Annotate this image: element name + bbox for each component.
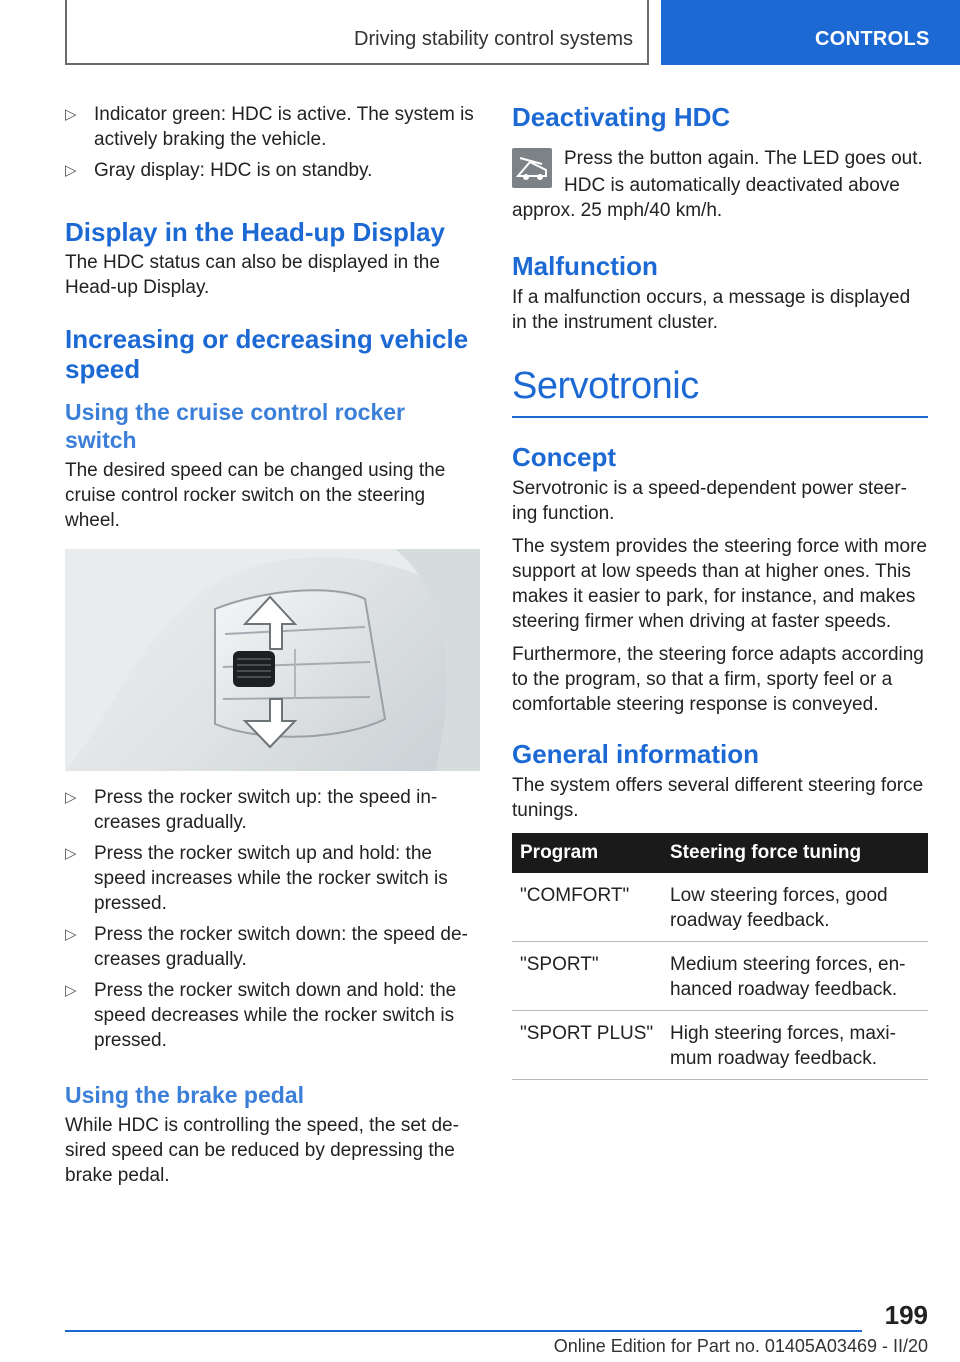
- list-item: ▷ Press the rocker switch up: the speed in-creases gradually.: [65, 787, 438, 833]
- heading-brake: Using the brake pedal: [65, 1082, 305, 1108]
- paragraph-hud: The HDC status can also be displayed in the Head-up Display.: [65, 252, 440, 298]
- header-chapter-tab[interactable]: [661, 0, 960, 65]
- paragraph-deactivate-1: Press the button again. The LED goes out.: [564, 148, 923, 169]
- heading-concept: Concept: [512, 442, 616, 472]
- paragraph-concept-2: The system provides the steering force with more support at low speeds than at higher ones. This makes it easier to park, for instance, and makes steering firmer when driving at faster speeds.: [512, 536, 928, 632]
- paragraph-brake: While HDC is controlling the speed, the set de-sired speed can be reduced by depressing the brake pedal.: [65, 1115, 459, 1186]
- list-item: ▷ Indicator green: HDC is active. The system is actively braking the vehicle.: [65, 104, 474, 150]
- triangle-right-icon: ▷: [65, 789, 77, 806]
- heading-servotronic: Servotronic: [512, 365, 699, 407]
- list-item: ▷ Gray display: HDC is on standby.: [65, 160, 373, 181]
- heading-hud: Display in the Head-up Display: [65, 217, 445, 247]
- paragraph-deactivate-2: HDC is automatically deactivated above approx. 25 mph/40 km/h.: [512, 175, 900, 221]
- heading-rocker: Using the cruise control rocker switch: [65, 399, 405, 453]
- table-cell: High steering forces, maxi-mum roadway feedback.: [662, 1011, 928, 1080]
- list-item: ▷ Press the rocker switch down: the speed de-creases gradually.: [65, 924, 468, 970]
- header-section-box: [65, 0, 649, 65]
- table-header: Steering force tuning: [662, 833, 928, 873]
- footer-edition: Online Edition for Part no. 01405A03469 - II/20: [553, 1336, 928, 1356]
- steering-wheel-switch-illustration: [65, 549, 480, 771]
- triangle-right-icon: ▷: [65, 845, 77, 862]
- triangle-right-icon: ▷: [65, 982, 77, 999]
- paragraph-concept-3: Furthermore, the steering force adapts according to the program, so that a firm, sporty feel or a comfortable steering response is conveyed.: [512, 644, 924, 715]
- left-column: [65, 102, 480, 1188]
- triangle-right-icon: ▷: [65, 106, 77, 123]
- paragraph-rocker: The desired speed can be changed using the cruise control rocker switch on the steering wheel.: [65, 460, 446, 531]
- list-item: ▷ Press the rocker switch up and hold: the speed increases while the rocker switch is pressed.: [65, 843, 448, 914]
- list-item: ▷ Press the rocker switch down and hold: the speed decreases while the rocker switch is pressed.: [65, 980, 457, 1051]
- table-cell: Low steering forces, good roadway feedback.: [662, 873, 928, 942]
- paragraph-malfunction: If a malfunction occurs, a message is displayed in the instrument cluster.: [512, 287, 911, 333]
- heading-malfunction: Malfunction: [512, 251, 658, 281]
- table-header: Program: [512, 833, 662, 873]
- table-cell: "SPORT PLUS": [512, 1011, 662, 1080]
- table-row: [512, 942, 928, 1011]
- table-cell: Medium steering forces, en-hanced roadway feedback.: [662, 942, 928, 1011]
- hdc-button-icon: [512, 148, 552, 188]
- heading-speed: Increasing or decreasing vehicle speed: [65, 324, 469, 384]
- table-row: [512, 1011, 928, 1080]
- table-row: [512, 873, 928, 942]
- right-column: [512, 102, 928, 1080]
- triangle-right-icon: ▷: [65, 926, 77, 943]
- rocker-switch-image: [65, 549, 480, 771]
- table-cell: "SPORT": [512, 942, 662, 1011]
- table-cell: "COMFORT": [512, 873, 662, 942]
- heading-deactivate: Deactivating HDC: [512, 102, 731, 132]
- rocker-actions-list: [65, 785, 480, 1053]
- triangle-right-icon: ▷: [65, 162, 77, 179]
- paragraph-general: The system offers several different steering force tunings.: [512, 775, 924, 821]
- header-section-title: Driving stability control systems: [354, 28, 633, 50]
- deactivate-block: [512, 146, 928, 223]
- hdc-indicator-list: [65, 102, 480, 183]
- paragraph-concept-1: Servotronic is a speed-dependent power steer-ing function.: [512, 478, 908, 524]
- page-number: 199: [884, 1300, 928, 1330]
- heading-general: General information: [512, 739, 760, 769]
- steering-tuning-table: [512, 833, 928, 1080]
- header-chapter-label: CONTROLS: [815, 28, 930, 50]
- footer-rule: [65, 1330, 862, 1332]
- heading-underline: [512, 416, 928, 418]
